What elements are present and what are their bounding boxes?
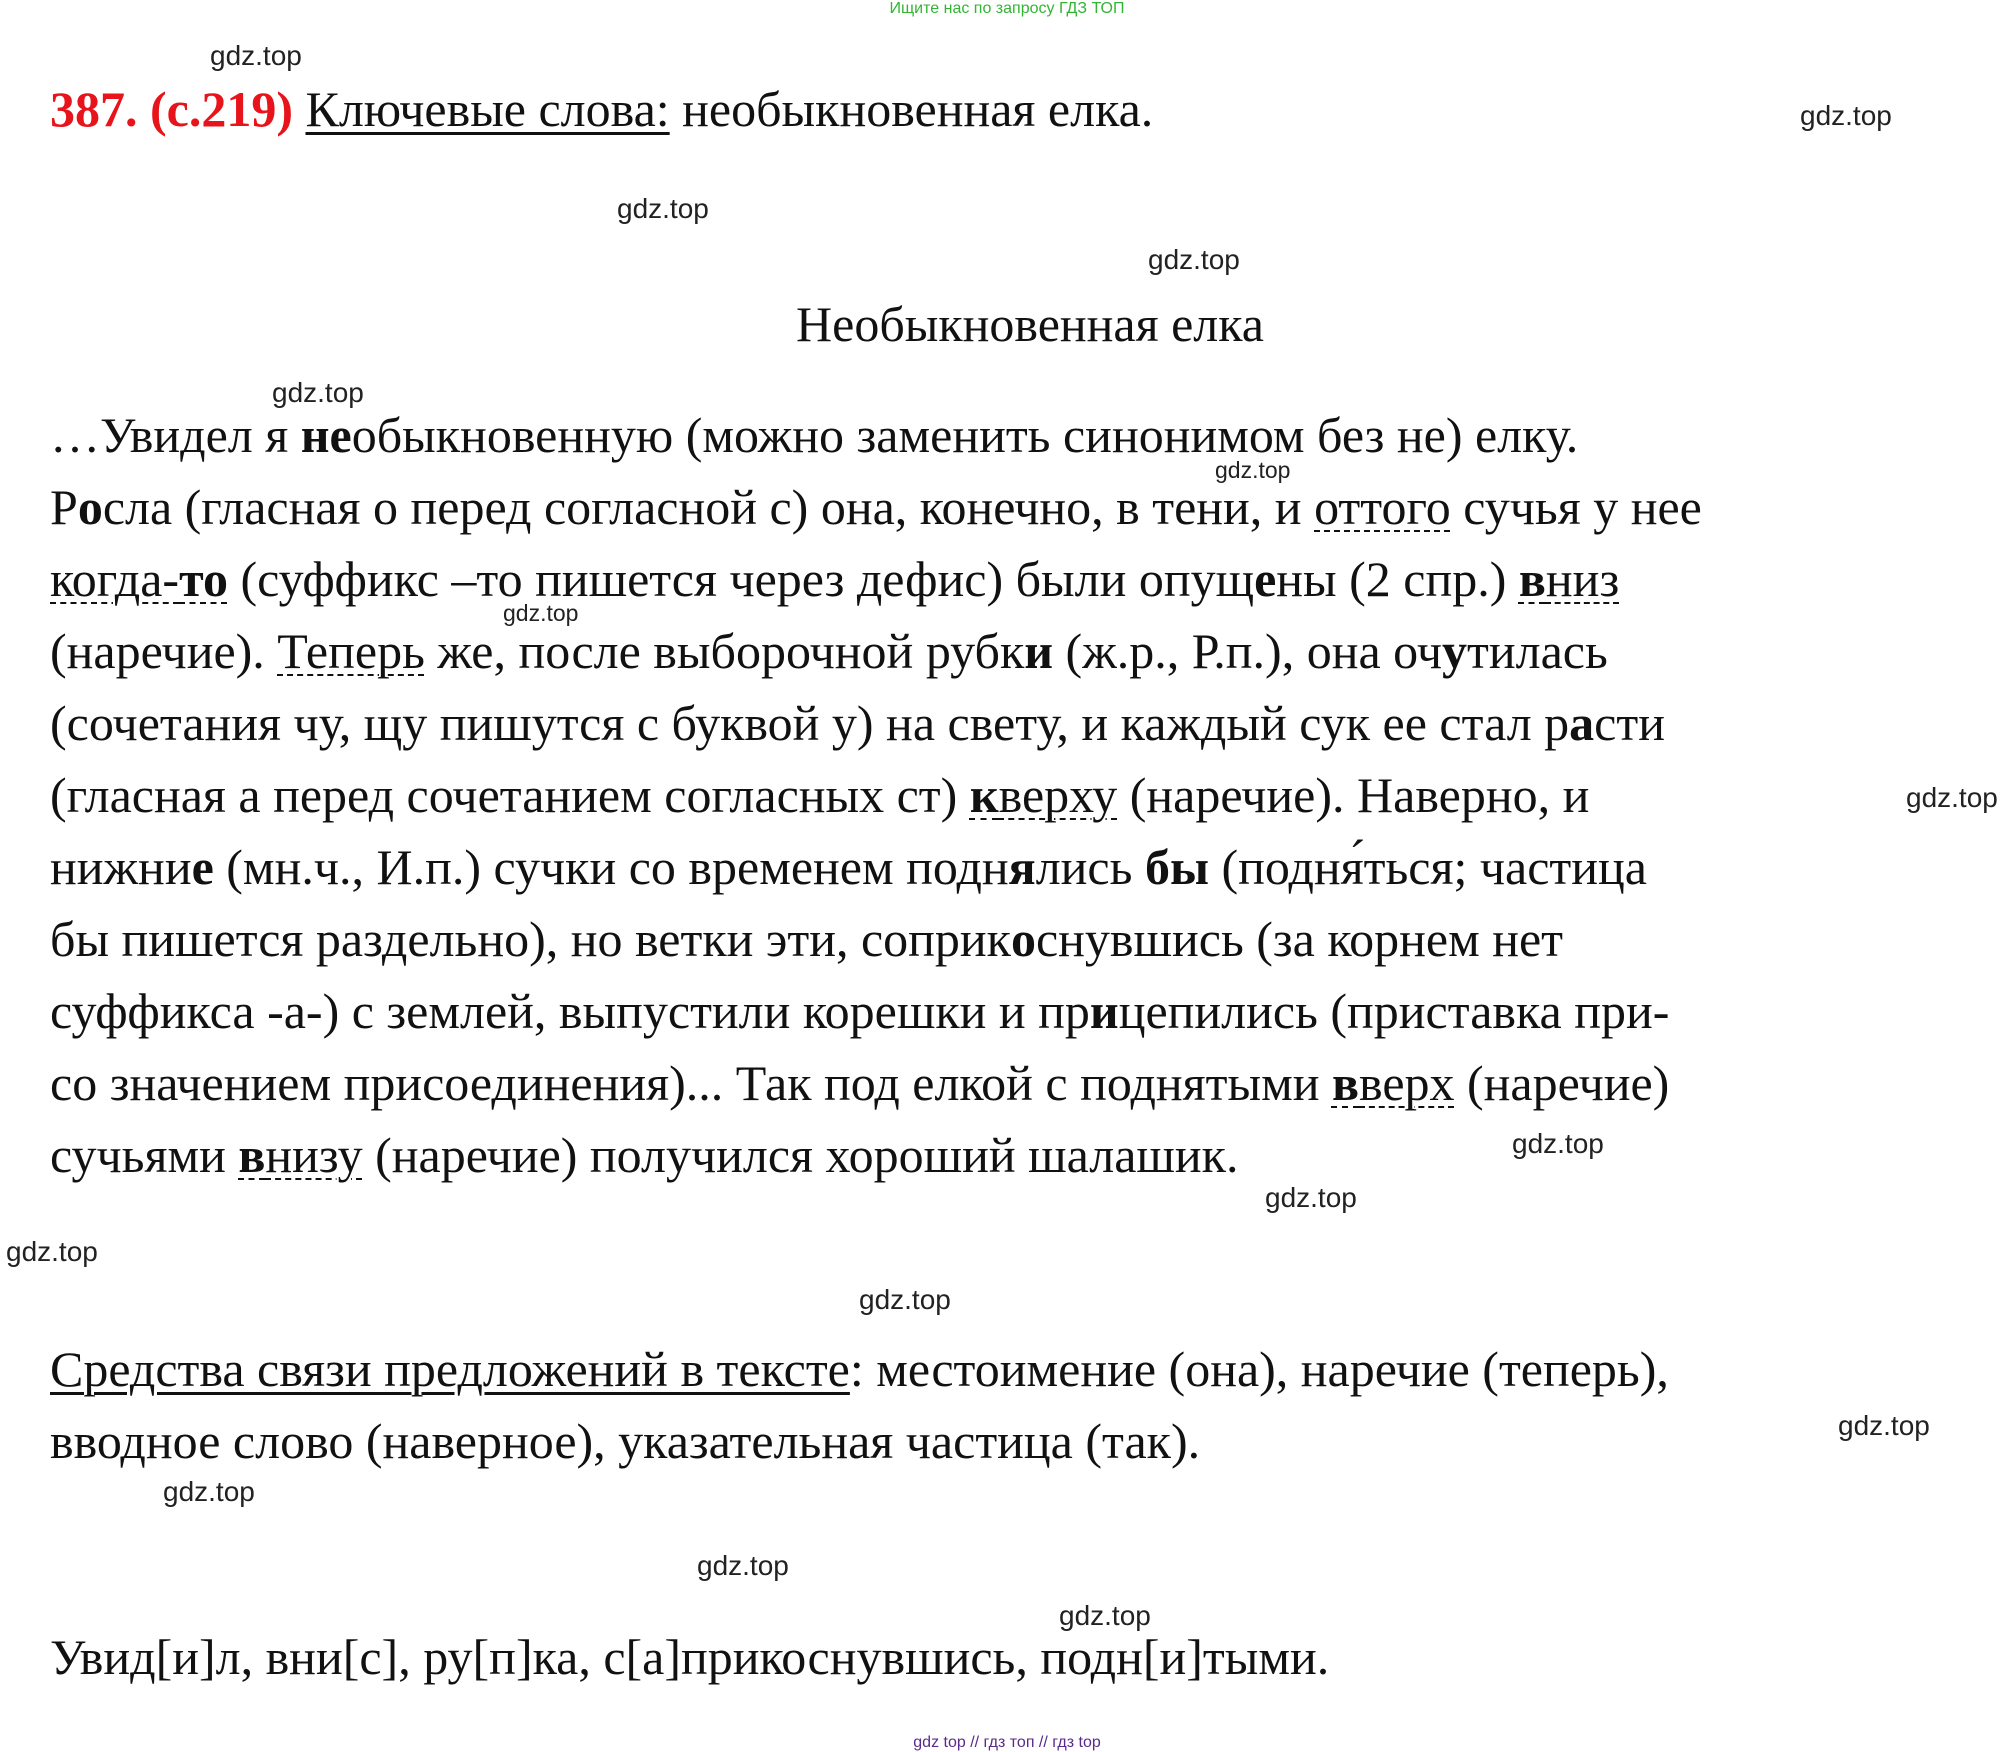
- phonetic-line: Увид[и]л, вни[с], ру[п]ка, с[а]прикоснувшись, подн[и]тыми.: [50, 1629, 1330, 1685]
- watermark: gdz.top: [1838, 1410, 1930, 1441]
- footer-watermark: gdz top // гдз топ // гдз top: [913, 1734, 1101, 1751]
- watermark: gdz.top: [210, 40, 302, 71]
- text-line: (наречие). Теперь же, после выборочной рубки (ж.р., Р.п.), она очутилась: [50, 623, 1608, 679]
- exercise-heading: [50, 80, 1153, 138]
- text-line: …Увидел я необыкновенную (можно заменить синонимом без не) елку.: [50, 407, 1579, 463]
- keywords-label: Ключевые слова:: [305, 81, 670, 137]
- watermark: gdz.top: [697, 1550, 789, 1581]
- exercise-number: 387. (с.219): [50, 81, 293, 137]
- text-line: суффикса -а-) с землей, выпустили корешки и прицепились (приставка при-: [50, 983, 1670, 1039]
- watermark: gdz.top: [1215, 457, 1291, 483]
- watermark: gdz.top: [617, 193, 709, 224]
- watermark: gdz.top: [1059, 1600, 1151, 1631]
- watermark: gdz.top: [859, 1284, 951, 1315]
- watermark: gdz.top: [1265, 1182, 1357, 1213]
- text-line: нижние (мн.ч., И.п.) сучки со временем поднялись бы (подня́ться; частица: [50, 839, 1647, 895]
- means-line-1: Средства связи предложений в тексте: местоимение (она), наречие (теперь),: [50, 1341, 1669, 1397]
- means-line-2: вводное слово (наверное), указательная частица (так).: [50, 1413, 1201, 1469]
- keywords-value: необыкновенная елка.: [682, 81, 1154, 137]
- watermark: gdz.top: [163, 1476, 255, 1507]
- text-line: со значением присоединения)... Так под елкой с поднятыми вверх (наречие): [50, 1055, 1670, 1111]
- search-banner: Ищите нас по запросу ГДЗ ТОП: [889, 0, 1125, 17]
- watermark: gdz.top: [1512, 1128, 1604, 1159]
- text-title: Необыкновенная елка: [796, 296, 1264, 352]
- watermark: gdz.top: [1906, 782, 1998, 813]
- text-line: (сочетания чу, щу пишутся с буквой у) на свету, и каждый сук ее стал расти: [50, 695, 1665, 751]
- watermark: gdz.top: [503, 600, 579, 626]
- watermark: gdz.top: [1148, 244, 1240, 275]
- text-line: сучьями внизу (наречие) получился хороший шалашик.: [50, 1127, 1239, 1183]
- watermark: gdz.top: [6, 1236, 98, 1267]
- watermark: gdz.top: [1800, 100, 1892, 131]
- text-line: когда-то (суффикс –то пишется через дефис) были опущены (2 спр.) вниз: [50, 551, 1620, 607]
- means-label: Средства связи предложений в тексте: [50, 1341, 850, 1397]
- text-line: Росла (гласная о перед согласной с) она, конечно, в тени, и оттого сучья у нее: [50, 479, 1702, 535]
- text-line: бы пишется раздельно), но ветки эти, соприкоснувшись (за корнем нет: [50, 911, 1564, 967]
- watermark: gdz.top: [272, 377, 364, 408]
- text-line: (гласная а перед сочетанием согласных ст) кверху (наречие). Наверно, и: [50, 767, 1590, 823]
